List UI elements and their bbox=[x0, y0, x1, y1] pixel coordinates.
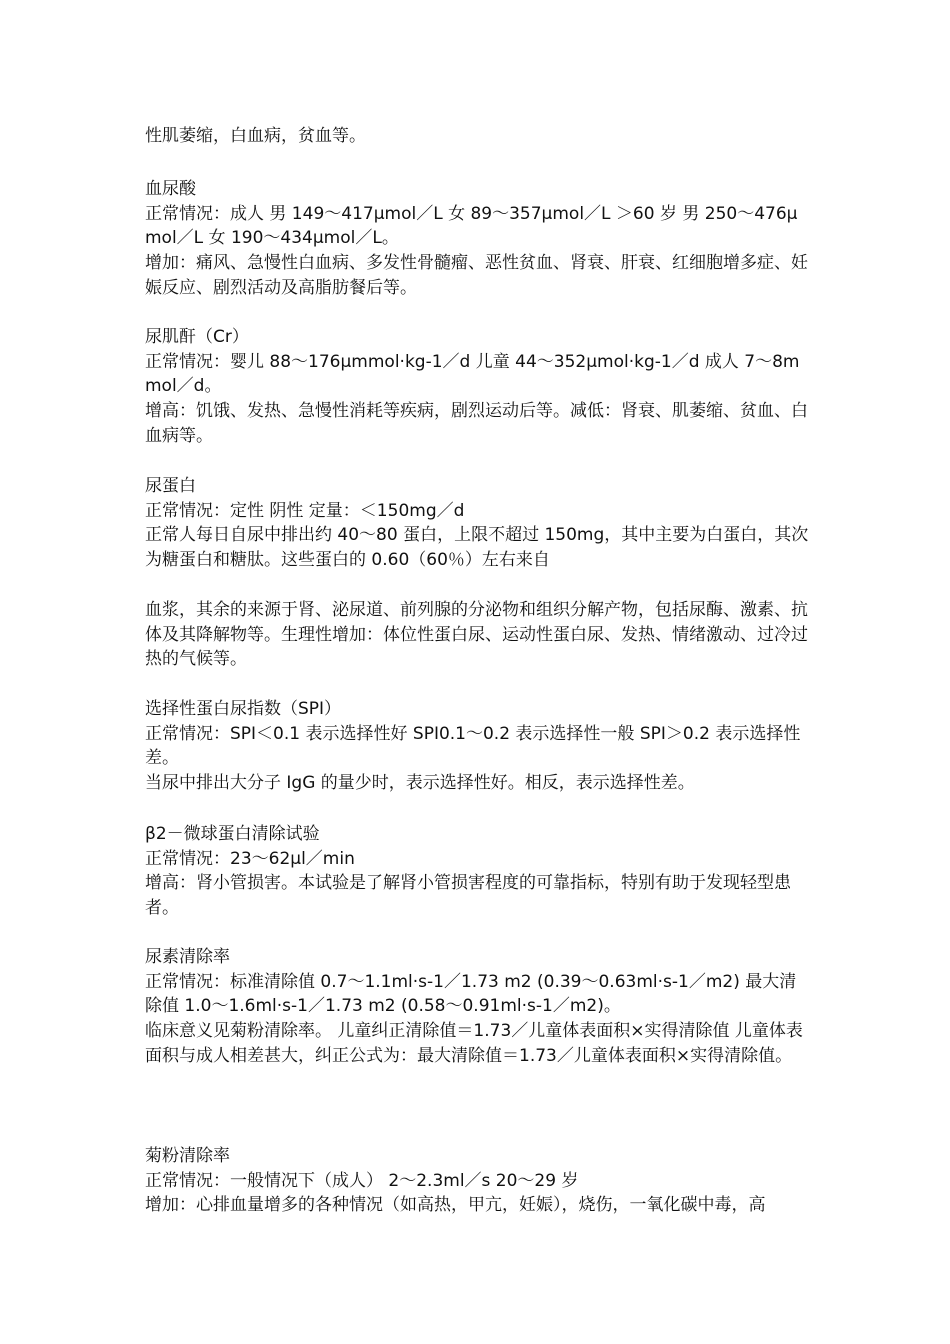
section-title: β2－微球蛋白清除试验 bbox=[145, 824, 320, 844]
section-line: 血浆，其余的来源于肾、泌尿道、前列腺的分泌物和组织分解产物，包括尿酶、激素、抗体及其降解物等。生理性增加：体位性蛋白尿、运动性蛋白尿、发热、情绪激动、过冷过热的气候等。 bbox=[145, 600, 808, 670]
section-title: 菊粉清除率 bbox=[145, 1146, 230, 1166]
section-title: 血尿酸 bbox=[145, 179, 196, 199]
section-urea-clearance bbox=[145, 945, 813, 1069]
section-urine-protein-continued bbox=[145, 598, 813, 672]
section-line: 正常人每日自尿中排出约 40～80 蛋白，上限不超过 150mg，其中主要为白蛋白，其次为糖蛋白和糖肽。这些蛋白的 0.60（60％）左右来自 bbox=[145, 525, 809, 571]
section-line: 增加：痛风、急慢性白血病、多发性骨髓瘤、恶性贫血、肾衰、肝衰、红细胞增多症、妊娠反应、剧烈活动及高脂肪餐后等。 bbox=[145, 253, 808, 298]
section-spi bbox=[145, 697, 813, 796]
section-urine-protein bbox=[145, 474, 813, 573]
section-title: 尿肌酐（Cr） bbox=[145, 327, 249, 347]
intro-text: 性肌萎缩，白血病，贫血等。 bbox=[145, 126, 366, 146]
section-line: 增高：肾小管损害。本试验是了解肾小管损害程度的可靠指标，特别有助于发现轻型患者。 bbox=[145, 873, 791, 919]
section-uric-acid bbox=[145, 177, 813, 301]
section-title: 尿素清除率 bbox=[145, 947, 230, 967]
section-title: 选择性蛋白尿指数（SPI） bbox=[145, 699, 342, 719]
section-line: 当尿中排出大分子 IgG 的量少时，表示选择性好。相反，表示选择性差。 bbox=[145, 773, 695, 794]
section-line: 增高：饥饿、发热、急慢性消耗等疾病，剧烈运动后等。减低：肾衰、肌萎缩、贫血、白血病等。 bbox=[145, 401, 808, 446]
section-line: 正常情况：SPI＜0.1 表示选择性好 SPI0.1～0.2 表示选择性一般 SPI＞0.2 表示选择性差。 bbox=[145, 723, 801, 769]
section-inulin-clearance bbox=[145, 1144, 813, 1218]
section-line: 临床意义见菊粉清除率。 儿童纠正清除值＝1.73／儿童体表面积×实得清除值 儿童体表面积与成人相差甚大，纠正公式为：最大清除值＝1.73／儿童体表面积×实得清除值。 bbox=[145, 1021, 803, 1066]
section-title: 尿蛋白 bbox=[145, 476, 196, 496]
section-line: 增加：心排血量增多的各种情况（如高热，甲亢，妊娠），烧伤，一氧化碳中毒，高 bbox=[145, 1195, 766, 1216]
section-line: 正常情况：23～62μl／min bbox=[145, 848, 355, 869]
section-line: 正常情况：婴儿 88～176μmmol·kg-1／d 儿童 44～352μmol·kg-1／d 成人 7～8mmol／d。 bbox=[145, 351, 800, 397]
section-line: 正常情况：标准清除值 0.7～1.1ml·s-1／1.73 m2 (0.39～0.63ml·s-1／m2) 最大清除值 1.0～1.6ml·s-1／1.73 m2 (0.58～0.91ml·s-1／m2)。 bbox=[145, 971, 797, 1017]
intro-paragraph bbox=[145, 124, 813, 149]
section-b2-microglobulin bbox=[145, 822, 813, 921]
section-line: 正常情况：一般情况下（成人） 2～2.3ml／s 20～29 岁 bbox=[145, 1170, 579, 1191]
section-creatinine bbox=[145, 325, 813, 449]
section-line: 正常情况：成人 男 149～417μmol／L 女 89～357μmol／L ＞60 岁 男 250～476μmol／L 女 190～434μmol／L。 bbox=[145, 203, 798, 249]
section-line: 正常情况：定性 阴性 定量：＜150mg／d bbox=[145, 500, 465, 521]
